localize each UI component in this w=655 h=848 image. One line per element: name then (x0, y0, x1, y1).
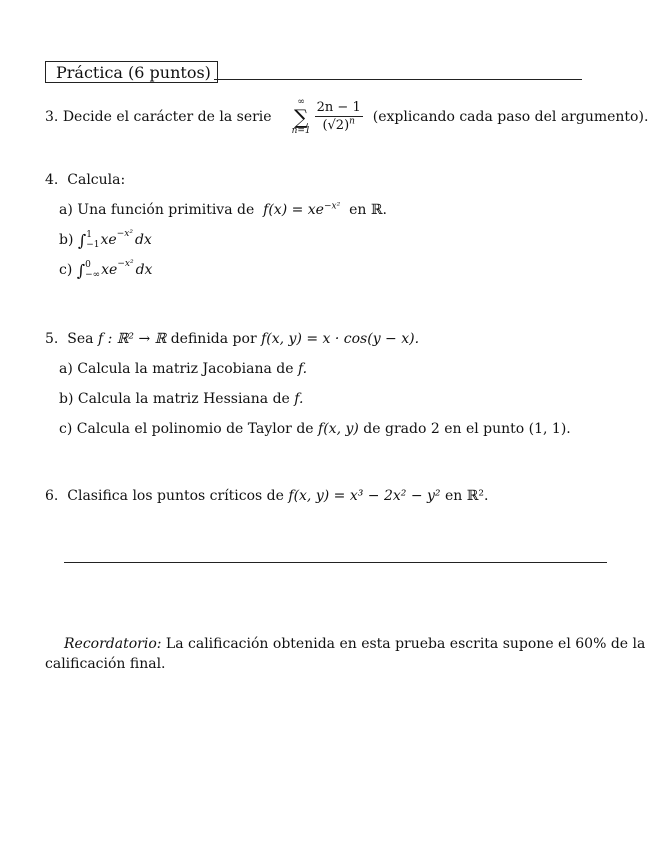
q5-c-label: c) (59, 421, 73, 437)
q5-def: f(x, y) = x · cos(y − x). (261, 331, 420, 347)
q4-number: 4. (45, 172, 59, 188)
bottom-rule (64, 562, 607, 563)
q3-sum-upper: ∞ (297, 97, 305, 107)
q5-item-b (59, 391, 303, 407)
q5-b-f: f. (294, 391, 304, 407)
section-title-text: Práctica (6 puntos) (56, 63, 211, 82)
q5-c-text-a: Calcula el polinomio de Taylor de (76, 421, 314, 437)
q4-b-dx: dx (134, 232, 152, 248)
section-title (45, 61, 218, 83)
q5-a-label: a) (59, 361, 73, 377)
q5-intro-a: Sea (67, 331, 94, 347)
q5-number: 5. (45, 331, 59, 347)
q4-c-upper: 0 (85, 260, 91, 270)
q6-text: Clasifica los puntos críticos de (67, 488, 284, 504)
reminder-line-1 (64, 636, 645, 652)
q4-item-b: b) ∫ 1 −1 xe $^{-x^2}$ dx (59, 229, 152, 250)
q5-item-c (59, 421, 571, 437)
reminder-text-line1: La calificación obtenida en esta prueba escrita supone el 60% de la (165, 636, 646, 652)
q3-text-before: Decide el carácter de la serie (62, 109, 272, 125)
reminder-label: Recordatorio: (64, 636, 162, 652)
title-rule (214, 79, 582, 80)
q4-a-exp: −x² (323, 201, 341, 212)
q4-a-set: ℝ. (370, 202, 387, 218)
q5-b-label: b) (59, 391, 74, 407)
q3-numerator: 2n − 1 (316, 99, 361, 115)
q6-set: ℝ². (466, 488, 489, 504)
q4-c-label: c) (59, 262, 73, 278)
q4-b-lower: −1 (86, 240, 100, 250)
q5-intro-b: definida por (170, 331, 257, 347)
q4-b-label: b) (59, 232, 74, 248)
q4-a-label: a) (59, 202, 73, 218)
q3-fraction (315, 100, 363, 135)
reminder-line-2 (45, 656, 166, 672)
q5-a-f: f. (297, 361, 308, 377)
q5-item-a (59, 361, 307, 377)
q4-c-lower: −∞ (85, 270, 101, 280)
q4-item-c: c) ∫ 0 −∞ xe $^{-x^2}$ dx (59, 259, 153, 280)
q4-c-integrand: xe (101, 262, 118, 278)
q4-a-func: f(x) = xe (263, 202, 324, 218)
question-3 (45, 96, 648, 138)
q5-c-text-b: de grado 2 en el punto (1, 1). (363, 421, 571, 437)
q4-b-upper: 1 (86, 230, 92, 240)
reminder-text-line2: calificación final. (45, 656, 166, 672)
q5-b-text: Calcula la matriz Hessiana de (77, 391, 290, 407)
q3-sum-lower: n=1 (291, 126, 311, 136)
q5-map: f : ℝ² → ℝ (97, 331, 167, 347)
q5-c-func: f(x, y) (318, 421, 359, 437)
q6-func: f(x, y) = x³ − 2x² − y² (288, 488, 441, 504)
q4-intro: Calcula: (67, 172, 126, 188)
question-5 (45, 331, 419, 347)
q4-a-en: en (349, 202, 367, 218)
q3-denominator-exp: n (349, 116, 355, 127)
q3-number: 3. (45, 109, 59, 125)
q6-number: 6. (45, 488, 59, 504)
q4-item-a (59, 202, 387, 218)
q6-en: en (445, 488, 463, 504)
q4-a-text: Una función primitiva de (77, 202, 255, 218)
q4-b-integrand: xe (100, 232, 117, 248)
question-4 (45, 172, 125, 188)
q3-text-after: (explicando cada paso del argumento). (372, 109, 649, 125)
q5-a-text: Calcula la matriz Jacobiana de (77, 361, 294, 377)
q3-sum: ∞ ∑ n=1 (291, 97, 311, 136)
q3-denominator: (√2) (322, 117, 350, 133)
question-6 (45, 488, 488, 504)
q4-c-dx: dx (135, 262, 153, 278)
